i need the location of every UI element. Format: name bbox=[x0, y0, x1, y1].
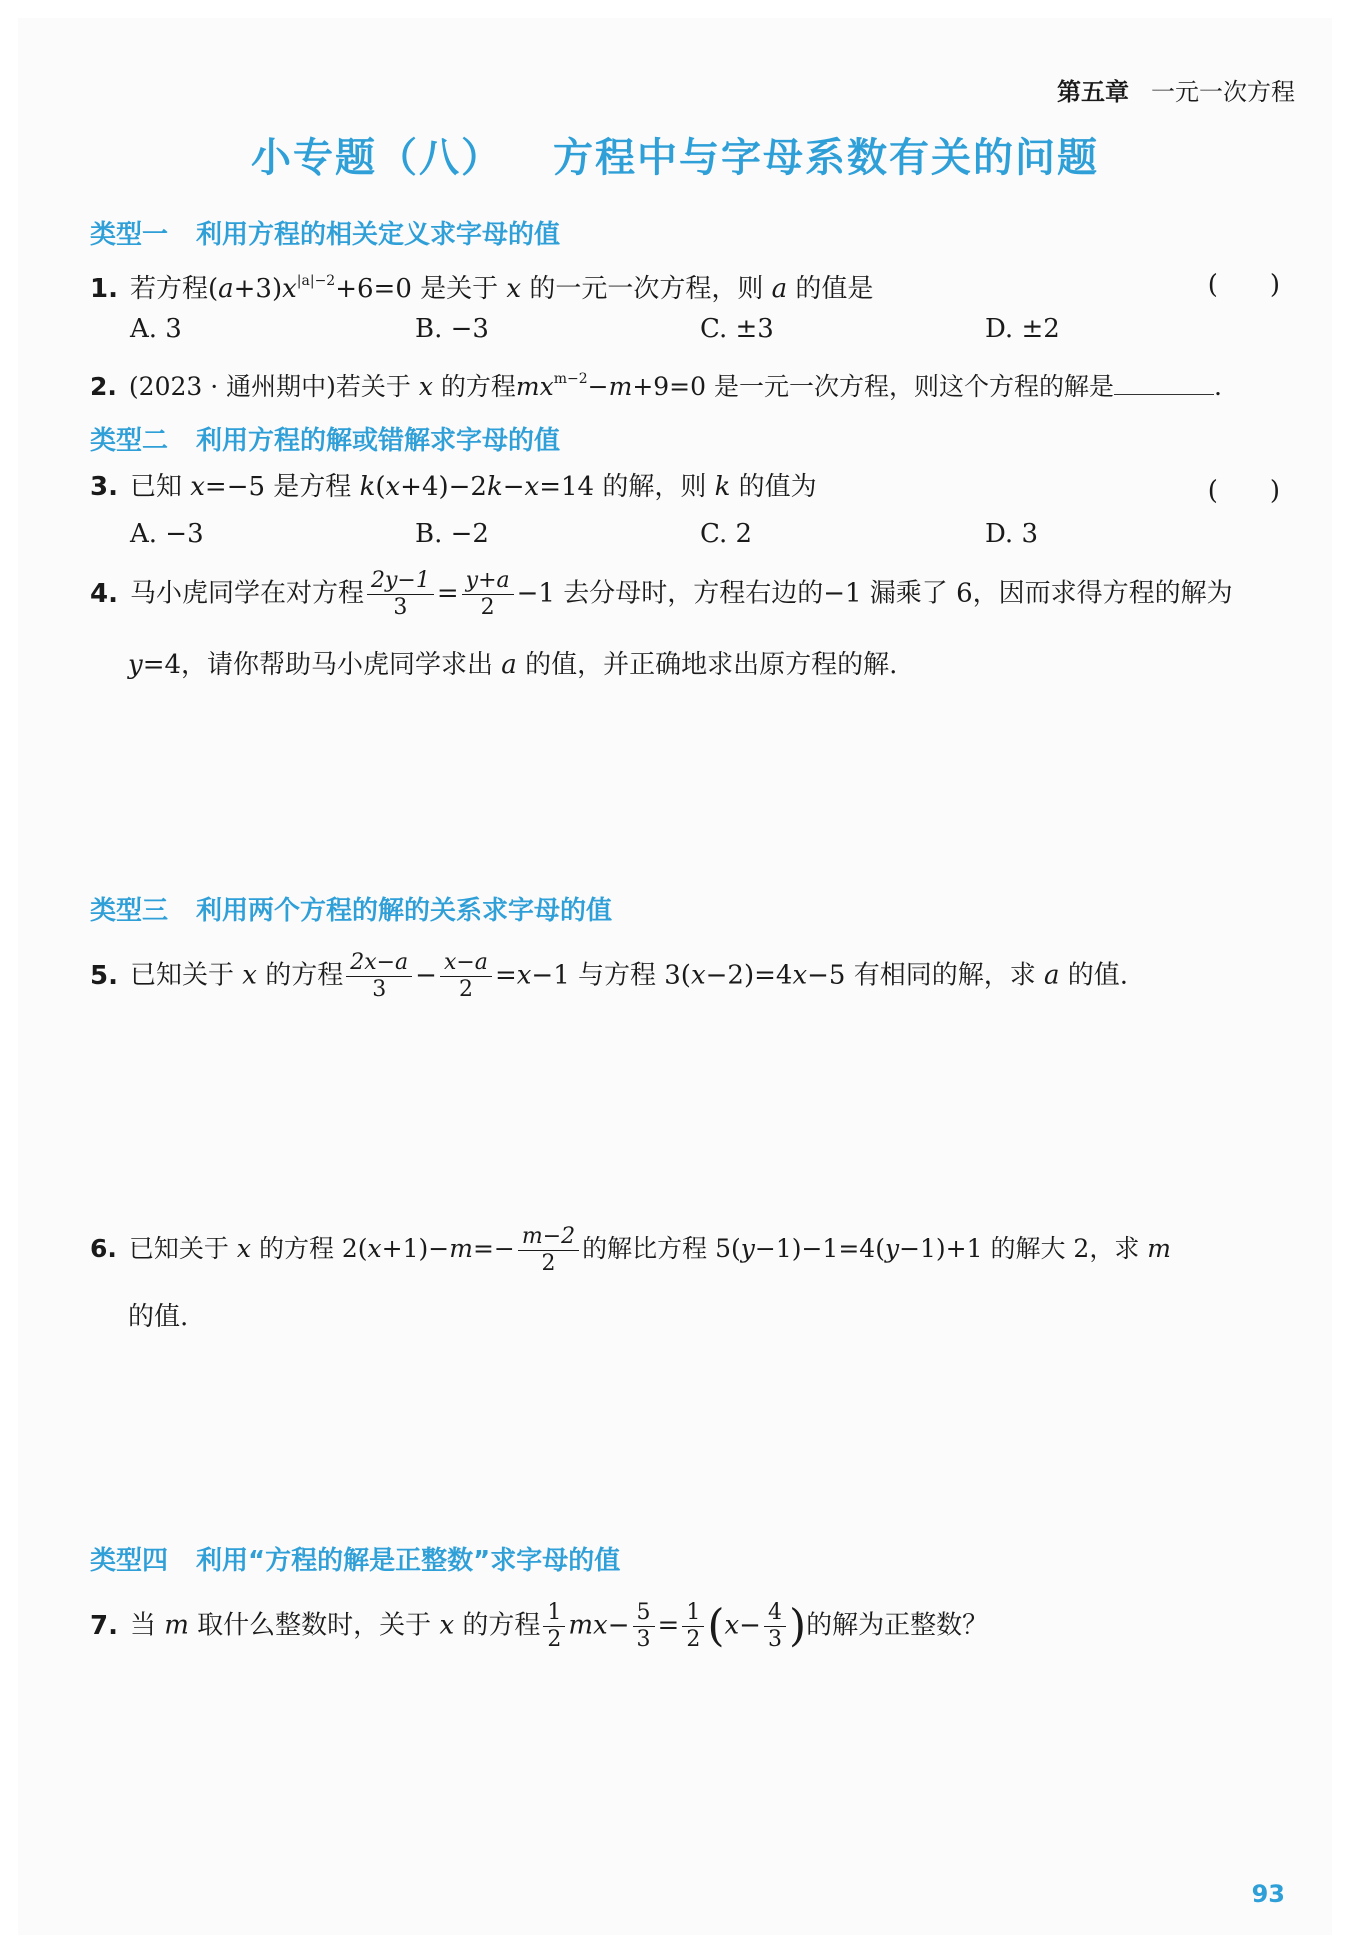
q7-text: 取什么整数时，关于 bbox=[197, 1610, 432, 1641]
var-m: m bbox=[449, 1234, 473, 1263]
q4-text: −1 去分母时，方程右边的−1 漏乘了 6，因而求得方程的解为 bbox=[516, 578, 1233, 609]
q7-text: 的解为正整数？ bbox=[806, 1610, 989, 1641]
section-text: 利用“方程的解是正整数”求字母的值 bbox=[196, 1546, 621, 1576]
question-5 bbox=[90, 950, 1128, 1003]
q7-text: = bbox=[657, 1610, 680, 1641]
question-number: 5. bbox=[90, 960, 118, 991]
q4-text: =4，请你帮助马小虎同学求出 bbox=[142, 650, 494, 680]
q4-text: 马小虎同学在对方程 bbox=[129, 578, 364, 609]
q2-text: +9=0 是一元一次方程，则这个方程的解是 bbox=[632, 372, 1114, 401]
var-k: k bbox=[486, 472, 503, 502]
fraction bbox=[633, 1600, 655, 1653]
var-x: x bbox=[439, 1610, 455, 1641]
var-y: y bbox=[884, 1234, 900, 1263]
section-label: 类型一 bbox=[90, 220, 169, 250]
denominator: 3 bbox=[767, 1627, 782, 1652]
option-b: B. −2 bbox=[415, 519, 489, 549]
page-title bbox=[0, 126, 1350, 183]
question-number: 7. bbox=[90, 1610, 118, 1641]
q5-text: −5 有相同的解，求 bbox=[807, 960, 1036, 991]
exponent: m−2 bbox=[553, 371, 588, 387]
q2-text: (2023 · 通州期中)若关于 bbox=[128, 372, 411, 401]
section-text: 利用方程的解或错解求字母的值 bbox=[196, 426, 561, 456]
var-a: a bbox=[771, 274, 788, 304]
question-number: 6. bbox=[90, 1234, 117, 1263]
var-x: x bbox=[236, 1234, 251, 1263]
q6-text: =− bbox=[472, 1234, 515, 1263]
question-3 bbox=[90, 470, 817, 504]
running-header bbox=[1057, 72, 1295, 107]
q2-text: 的方程 bbox=[440, 372, 516, 401]
q1-text: 的一元一次方程，则 bbox=[529, 274, 764, 304]
answer-blank bbox=[1114, 372, 1214, 395]
var-x: x bbox=[506, 274, 522, 304]
denominator: 2 bbox=[541, 1251, 556, 1276]
q1-text: 若方程( bbox=[129, 274, 219, 304]
denominator: 2 bbox=[686, 1627, 701, 1652]
fraction bbox=[518, 1224, 579, 1277]
option-d: D. 3 bbox=[985, 519, 1038, 549]
q7-text: − bbox=[607, 1610, 630, 1641]
q3-text: ( bbox=[375, 472, 386, 502]
numerator: 1 bbox=[682, 1600, 704, 1627]
q5-text: −1 与方程 3( bbox=[531, 960, 691, 991]
fraction bbox=[682, 1600, 704, 1653]
numerator: 4 bbox=[764, 1600, 786, 1627]
q2-text: . bbox=[1213, 372, 1222, 401]
question-6 bbox=[90, 1224, 1171, 1277]
denominator: 3 bbox=[372, 977, 387, 1002]
right-paren: ) bbox=[788, 1600, 807, 1652]
var-m: m bbox=[608, 372, 633, 401]
section-heading-2 bbox=[90, 420, 560, 457]
page-title-part2: 方程中与字母系数有关的问题 bbox=[553, 135, 1099, 181]
q3-text: − bbox=[502, 472, 525, 502]
var-x: x bbox=[282, 274, 297, 304]
section-text: 利用方程的相关定义求字母的值 bbox=[196, 220, 561, 250]
q5-text: = bbox=[494, 960, 517, 991]
numerator: 2y−1 bbox=[370, 568, 430, 593]
var-mx: mx bbox=[515, 372, 554, 401]
option-c: C. 2 bbox=[700, 519, 753, 549]
var-x: x bbox=[418, 372, 433, 401]
denominator: 2 bbox=[480, 595, 495, 620]
q3-text: =−5 是方程 bbox=[204, 472, 352, 502]
var-a: a bbox=[1043, 960, 1060, 991]
q4-text: 的值，并正确地求出原方程的解. bbox=[525, 650, 898, 680]
question-1 bbox=[90, 264, 873, 306]
numerator: m−2 bbox=[521, 1224, 576, 1249]
chapter-title: 一元一次方程 bbox=[1151, 78, 1295, 106]
q7-text: 当 bbox=[129, 1610, 156, 1641]
var-y: y bbox=[740, 1234, 755, 1263]
q3-text: 的值为 bbox=[738, 472, 817, 502]
question-4-line2 bbox=[128, 648, 897, 682]
numerator: x−a bbox=[443, 950, 488, 975]
q6-text: 的解比方程 5( bbox=[582, 1234, 741, 1263]
denominator: 3 bbox=[636, 1627, 651, 1652]
var-a: a bbox=[218, 274, 234, 304]
q6-text: +1)− bbox=[381, 1234, 450, 1263]
question-2 bbox=[90, 362, 1222, 404]
exponent: |a|−2 bbox=[296, 273, 336, 289]
option-a: A. −3 bbox=[130, 519, 204, 549]
section-label: 类型二 bbox=[90, 426, 169, 456]
denominator: 2 bbox=[547, 1627, 562, 1652]
fraction bbox=[346, 950, 412, 1003]
var-x: x bbox=[690, 960, 706, 991]
section-heading-1 bbox=[90, 214, 560, 251]
numerator: 5 bbox=[633, 1600, 655, 1627]
answer-paren-1: ( ) bbox=[1207, 270, 1280, 300]
q3-text: =14 的解，则 bbox=[539, 472, 707, 502]
var-x: x bbox=[367, 1234, 382, 1263]
var-a: a bbox=[501, 650, 517, 680]
chapter-label: 第五章 bbox=[1057, 78, 1129, 106]
q2-text: − bbox=[587, 372, 609, 401]
page-number: 93 bbox=[1251, 1880, 1285, 1908]
fraction bbox=[440, 950, 492, 1003]
option-b: B. −3 bbox=[415, 314, 489, 344]
var-x: x bbox=[385, 472, 401, 502]
option-d: D. ±2 bbox=[985, 314, 1060, 344]
fraction bbox=[764, 1600, 786, 1653]
var-mx: mx bbox=[568, 1610, 608, 1641]
var-k: k bbox=[714, 472, 731, 502]
fraction bbox=[462, 568, 514, 621]
numerator: 2x−a bbox=[350, 950, 409, 975]
q5-text: 已知关于 bbox=[129, 960, 234, 991]
var-x: x bbox=[524, 472, 540, 502]
question-number: 3. bbox=[90, 472, 118, 502]
section-label: 类型三 bbox=[90, 896, 169, 926]
option-c: C. ±3 bbox=[700, 314, 774, 344]
q4-text: = bbox=[436, 578, 459, 609]
fraction bbox=[543, 1600, 565, 1653]
question-number: 4. bbox=[90, 578, 118, 609]
fraction bbox=[367, 568, 434, 621]
q1-text: +3) bbox=[233, 274, 283, 304]
q3-text: +4)−2 bbox=[400, 472, 487, 502]
question-number: 1. bbox=[90, 274, 118, 304]
q6-text: 的方程 2( bbox=[258, 1234, 368, 1263]
var-x: x bbox=[724, 1610, 740, 1641]
var-x: x bbox=[516, 960, 532, 991]
q6-text: −1)+1 的解大 2，求 bbox=[899, 1234, 1140, 1263]
section-heading-4 bbox=[90, 1540, 620, 1577]
q7-text: 的方程 bbox=[462, 1610, 541, 1641]
q7-text: − bbox=[739, 1610, 761, 1641]
denominator: 2 bbox=[458, 977, 473, 1002]
var-m: m bbox=[1147, 1234, 1172, 1263]
question-7 bbox=[90, 1600, 988, 1653]
var-y: y bbox=[128, 650, 143, 680]
numerator: y+a bbox=[465, 568, 510, 593]
page-title-part1: 小专题（八） bbox=[251, 135, 503, 181]
q5-text: −2)=4 bbox=[705, 960, 793, 991]
q1-text: +6=0 是关于 bbox=[335, 274, 499, 304]
q3-text: 已知 bbox=[129, 472, 182, 502]
section-label: 类型四 bbox=[90, 1546, 169, 1576]
q5-text: 的值. bbox=[1067, 960, 1129, 991]
q1-text: 的值是 bbox=[795, 274, 874, 304]
answer-paren-3: ( ) bbox=[1207, 476, 1280, 506]
var-x: x bbox=[242, 960, 257, 991]
section-text: 利用两个方程的解的关系求字母的值 bbox=[196, 896, 613, 926]
numerator: 1 bbox=[543, 1600, 565, 1627]
option-a: A. 3 bbox=[130, 314, 182, 344]
denominator: 3 bbox=[393, 595, 408, 620]
question-number: 2. bbox=[90, 372, 117, 401]
var-m: m bbox=[164, 1610, 189, 1641]
q5-text: 的方程 bbox=[265, 960, 344, 991]
question-6-line2: 的值. bbox=[128, 1302, 189, 1332]
q6-text: −1)−1=4( bbox=[754, 1234, 885, 1263]
var-x: x bbox=[792, 960, 808, 991]
left-paren: ( bbox=[707, 1600, 725, 1652]
question-4 bbox=[90, 568, 1233, 621]
var-x: x bbox=[190, 472, 205, 502]
q6-text: 已知关于 bbox=[128, 1234, 229, 1263]
var-k: k bbox=[359, 472, 376, 502]
section-heading-3 bbox=[90, 890, 612, 927]
q5-text: − bbox=[415, 960, 437, 991]
